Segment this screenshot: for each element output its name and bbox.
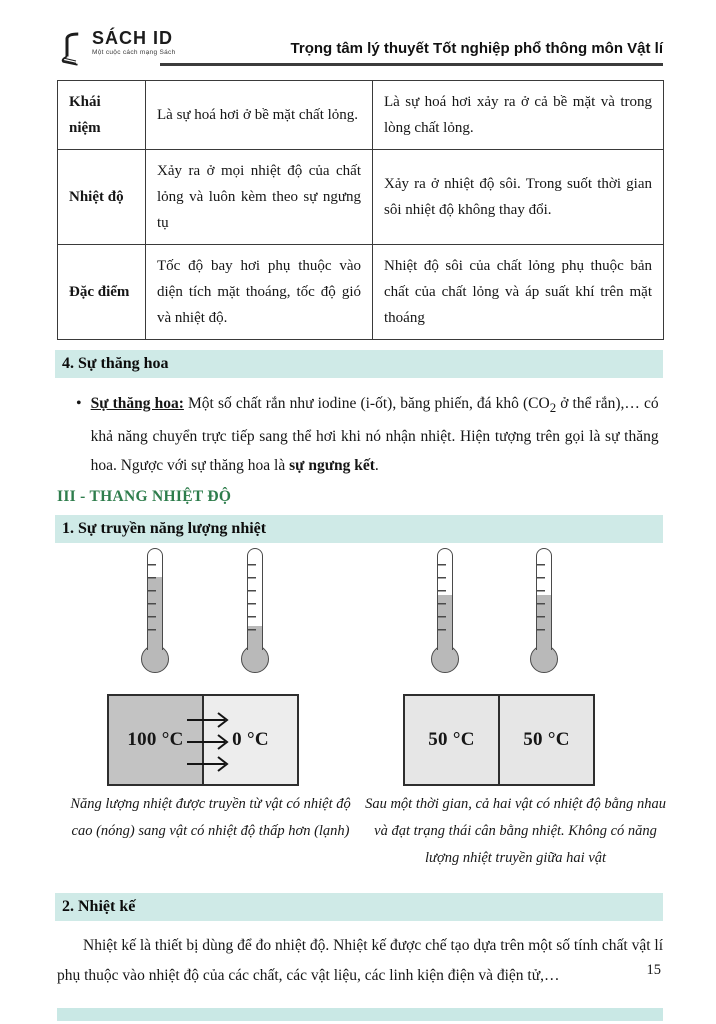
sublimation-term: Sự thăng hoa: bbox=[90, 395, 184, 412]
boiling-cell: Nhiệt độ sôi của chất lỏng phụ thuộc bản chất của chất lỏng và áp suất khí trên mặt thoáng bbox=[373, 245, 664, 340]
bullet-icon: • bbox=[76, 395, 82, 412]
evaporation-cell: Xảy ra ở mọi nhiệt độ của chất lỏng và luôn kèm theo sự ngưng tụ bbox=[146, 150, 373, 245]
thermometer-equal-right bbox=[529, 548, 559, 680]
logo-text bbox=[92, 28, 176, 56]
table-row bbox=[58, 81, 664, 150]
temperature-label: 0 °C bbox=[232, 729, 269, 751]
logo-title: SÁCH ID bbox=[92, 28, 174, 48]
temperature-label: 100 °C bbox=[127, 729, 184, 751]
row-label: Đặc điểm bbox=[58, 245, 146, 340]
scale-ticks bbox=[537, 564, 545, 642]
thermal-equilibrium-box bbox=[403, 694, 595, 786]
logo-tagline: Một cuộc cách mạng Sách bbox=[92, 49, 176, 56]
thermometer-stem bbox=[536, 548, 552, 650]
co2-subscript: 2 bbox=[549, 400, 557, 416]
sublimation-text-part2: ở thể rắn),… có khả năng chuyển trực tiếp sang thể hơi khi nó nhận nhiệt. Hiện tượng trên gọi là sự thăng hoa. Ngược với sự thăng hoa là bbox=[90, 395, 659, 475]
hot-cold-contact-box bbox=[107, 694, 299, 786]
thermometer-cold bbox=[240, 548, 270, 680]
row-label: Khái niệm bbox=[58, 81, 146, 150]
temperature-label: 50 °C bbox=[428, 729, 475, 751]
running-head-title: Trọng tâm lý thuyết Tốt nghiệp phổ thông môn Vật lí bbox=[290, 40, 663, 57]
condensation-term: sự ngưng kết bbox=[289, 457, 375, 475]
section-heading-sublimation: 4. Sự thăng hoa bbox=[55, 350, 663, 378]
evaporation-boiling-table bbox=[57, 80, 664, 340]
thermometer-hot bbox=[140, 548, 170, 680]
evaporation-cell: Tốc độ bay hơi phụ thuộc vào diện tích mặt thoáng, tốc độ gió và nhiệt độ. bbox=[146, 245, 373, 340]
footer-accent-bar bbox=[57, 1008, 663, 1021]
equal-body-cell bbox=[498, 696, 593, 784]
thermometer-paragraph: Nhiệt kế là thiết bị dùng để đo nhiệt độ. Nhiệt kế được chế tạo dựa trên một số tính chất vật lí phụ thuộc vào nhiệt độ của các chất, các vật liệu, các linh kiện điện và điện tử,… bbox=[57, 937, 663, 985]
publisher-logo bbox=[58, 28, 176, 68]
open-book-icon bbox=[58, 28, 88, 68]
table-row bbox=[58, 245, 664, 340]
part-heading-temperature-scale: III - THANG NHIỆT ĐỘ bbox=[57, 488, 232, 506]
scale-ticks bbox=[438, 564, 446, 642]
page-header bbox=[0, 0, 716, 72]
section-heading-heat-transfer: 1. Sự truyền năng lượng nhiệt bbox=[55, 515, 663, 543]
boiling-cell: Xảy ra ở nhiệt độ sôi. Trong suốt thời gian sôi nhiệt độ không thay đổi. bbox=[373, 150, 664, 245]
caption-heat-transfer: Năng lượng nhiệt được truyền từ vật có nhiệt độ cao (nóng) sang vật có nhiệt độ thấp hơn (lạnh) bbox=[70, 796, 351, 840]
boiling-cell: Là sự hoá hơi xảy ra ở cả bề mặt và trong lòng chất lỏng. bbox=[373, 81, 664, 150]
thermometer-equal-left bbox=[430, 548, 460, 680]
section-heading-thermometer: 2. Nhiệt kế bbox=[55, 893, 663, 921]
sublimation-bullet bbox=[76, 389, 663, 480]
temperature-label: 50 °C bbox=[523, 729, 570, 751]
row-label: Nhiệt độ bbox=[58, 150, 146, 245]
page-number: 15 bbox=[646, 962, 661, 978]
thermometer-stem bbox=[147, 548, 163, 650]
scale-ticks bbox=[248, 564, 256, 642]
equal-body-cell bbox=[405, 696, 498, 784]
header-divider bbox=[160, 63, 663, 66]
heat-transfer-diagram bbox=[0, 548, 716, 788]
caption-equilibrium: Sau một thời gian, cả hai vật có nhiệt độ bằng nhau và đạt trạng thái cân bằng nhiệt. Không có năng lượng nhiệt truyền giữa hai vật bbox=[365, 796, 666, 867]
diagram-captions bbox=[0, 788, 716, 872]
thermometer-stem bbox=[247, 548, 263, 650]
sublimation-text bbox=[91, 389, 659, 480]
table-row bbox=[58, 150, 664, 245]
evaporation-cell: Là sự hoá hơi ở bề mặt chất lỏng. bbox=[146, 81, 373, 150]
sentence-period: . bbox=[374, 457, 379, 475]
heat-flow-arrows-icon bbox=[185, 696, 237, 788]
scale-ticks bbox=[148, 564, 156, 642]
sublimation-text-part1: Một số chất rắn như iodine (i-ốt), băng phiến, đá khô (CO bbox=[183, 395, 550, 412]
thermometer-stem bbox=[437, 548, 453, 650]
